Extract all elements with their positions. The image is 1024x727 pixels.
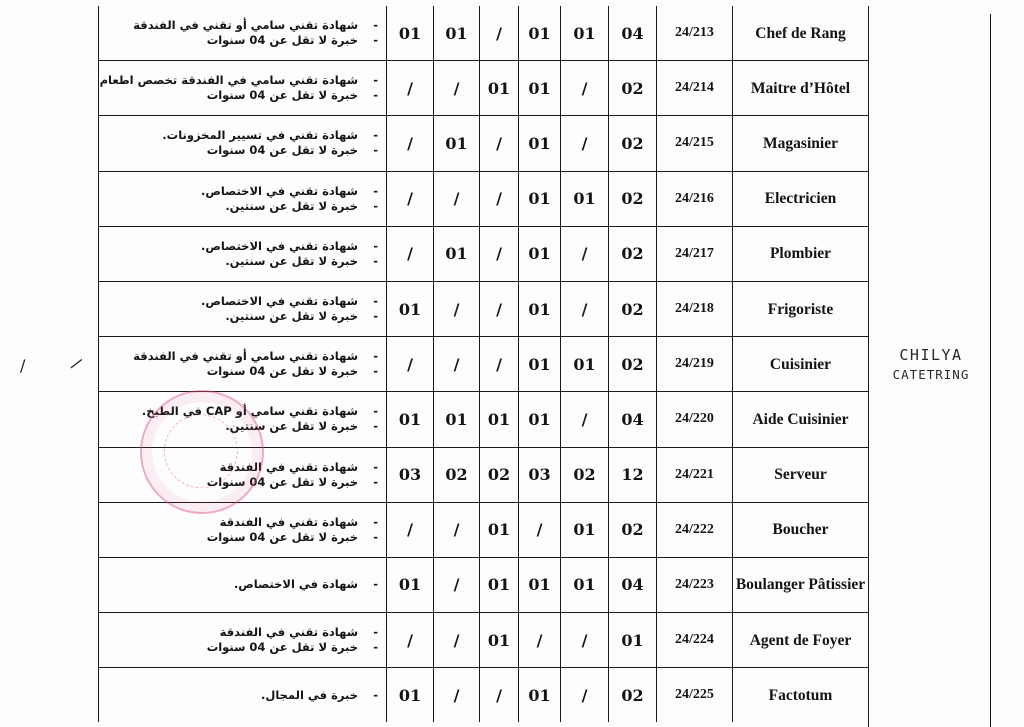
requirement-item: - خبرة لا تقل عن سنتين. bbox=[99, 419, 378, 434]
requirements-cell bbox=[99, 281, 387, 336]
requirements-list bbox=[99, 184, 378, 214]
position-code: 24/222 bbox=[657, 502, 733, 557]
count-cell: / bbox=[561, 613, 609, 668]
count-cell: / bbox=[387, 502, 434, 557]
position-code: 24/220 bbox=[657, 392, 733, 447]
count-cell: 01 bbox=[519, 392, 561, 447]
requirements-list bbox=[99, 688, 378, 703]
count-cell: 02 bbox=[609, 61, 657, 116]
requirements-cell bbox=[99, 6, 387, 61]
requirement-item: - خبرة في المجال. bbox=[99, 688, 378, 703]
count-cell: / bbox=[434, 61, 480, 116]
requirements-list bbox=[99, 515, 378, 545]
count-cell: / bbox=[480, 337, 519, 392]
count-cell: 01 bbox=[387, 668, 434, 723]
count-cell: 01 bbox=[561, 171, 609, 226]
position-title: Factotum bbox=[733, 668, 869, 723]
count-cell: 01 bbox=[561, 557, 609, 612]
count-cell: / bbox=[480, 6, 519, 61]
count-cell: 02 bbox=[609, 337, 657, 392]
count-cell: 01 bbox=[480, 502, 519, 557]
margin-mark-backslash: \ bbox=[66, 357, 87, 370]
requirement-item: - شهادة تقني في الفندقة bbox=[99, 625, 378, 640]
company-subtitle: CATETRING bbox=[892, 367, 970, 382]
requirement-item: - خبرة لا تقل عن 04 سنوات bbox=[99, 33, 378, 48]
count-cell: 02 bbox=[609, 502, 657, 557]
requirements-cell bbox=[99, 557, 387, 612]
count-cell: 01 bbox=[561, 502, 609, 557]
requirements-list bbox=[99, 239, 378, 269]
requirements-list bbox=[99, 73, 378, 103]
count-cell: / bbox=[519, 502, 561, 557]
count-cell: 01 bbox=[387, 392, 434, 447]
count-cell: 01 bbox=[480, 557, 519, 612]
position-code: 24/214 bbox=[657, 61, 733, 116]
count-cell: 02 bbox=[609, 281, 657, 336]
count-cell: 01 bbox=[387, 6, 434, 61]
requirement-item: - شهادة تقني في تسيير المخزونات. bbox=[99, 128, 378, 143]
count-cell: / bbox=[387, 61, 434, 116]
count-cell: 04 bbox=[609, 557, 657, 612]
requirement-item: - شهادة تقني سامي أو CAP في الطبخ. bbox=[99, 404, 378, 419]
count-cell: 01 bbox=[519, 226, 561, 281]
position-code: 24/216 bbox=[657, 171, 733, 226]
count-cell: 01 bbox=[519, 171, 561, 226]
positions-body bbox=[99, 6, 869, 722]
count-cell: 02 bbox=[609, 668, 657, 723]
requirements-cell bbox=[99, 116, 387, 171]
position-code: 24/225 bbox=[657, 668, 733, 723]
requirement-item: - شهادة تقني سامي أو تقني في الفندقة bbox=[99, 18, 378, 33]
position-title: Electricien bbox=[733, 171, 869, 226]
position-title: Cuisinier bbox=[733, 337, 869, 392]
count-cell: 02 bbox=[609, 171, 657, 226]
company-cell bbox=[872, 346, 990, 382]
requirements-cell bbox=[99, 337, 387, 392]
count-cell: 02 bbox=[434, 447, 480, 502]
requirement-item: - خبرة لا تقل عن 04 سنوات bbox=[99, 143, 378, 158]
count-cell: 04 bbox=[609, 392, 657, 447]
count-cell: / bbox=[434, 171, 480, 226]
table-row bbox=[99, 668, 869, 723]
requirement-item: - شهادة تقني سامي في الفندقة تخصص اطعام bbox=[99, 73, 378, 88]
count-cell: 01 bbox=[519, 668, 561, 723]
count-cell: 02 bbox=[609, 226, 657, 281]
requirements-list bbox=[99, 349, 378, 379]
table-row bbox=[99, 61, 869, 116]
requirements-list bbox=[99, 577, 378, 592]
table-row bbox=[99, 6, 869, 61]
company-name: CHILYA bbox=[899, 346, 963, 364]
requirement-item: - خبرة لا تقل عن 04 سنوات bbox=[99, 640, 378, 655]
count-cell: / bbox=[387, 116, 434, 171]
table-row bbox=[99, 613, 869, 668]
count-cell: / bbox=[387, 613, 434, 668]
position-code: 24/213 bbox=[657, 6, 733, 61]
count-cell: / bbox=[434, 668, 480, 723]
requirement-item: - شهادة في الاختصاص. bbox=[99, 577, 378, 592]
position-title: Frigoriste bbox=[733, 281, 869, 336]
count-cell: / bbox=[561, 281, 609, 336]
count-cell: 01 bbox=[519, 557, 561, 612]
count-cell: 12 bbox=[609, 447, 657, 502]
count-cell: / bbox=[387, 226, 434, 281]
position-title: Magasinier bbox=[733, 116, 869, 171]
table-right-border bbox=[868, 12, 869, 727]
position-title: Aide Cuisinier bbox=[733, 392, 869, 447]
count-cell: / bbox=[434, 613, 480, 668]
count-cell: / bbox=[387, 337, 434, 392]
table-row bbox=[99, 557, 869, 612]
count-cell: / bbox=[480, 668, 519, 723]
position-title: Agent de Foyer bbox=[733, 613, 869, 668]
count-cell: / bbox=[561, 61, 609, 116]
count-cell: 01 bbox=[480, 61, 519, 116]
count-cell: 01 bbox=[519, 116, 561, 171]
requirement-item: - شهادة تقني في الاختصاص. bbox=[99, 184, 378, 199]
count-cell: 01 bbox=[434, 226, 480, 281]
requirements-list bbox=[99, 18, 378, 48]
count-cell: 02 bbox=[561, 447, 609, 502]
position-title: Chef de Rang bbox=[733, 6, 869, 61]
requirements-cell bbox=[99, 668, 387, 723]
table-row bbox=[99, 226, 869, 281]
count-cell: 03 bbox=[519, 447, 561, 502]
table-row bbox=[99, 281, 869, 336]
positions-table bbox=[98, 6, 869, 722]
requirement-item: - شهادة تقني في الاختصاص. bbox=[99, 239, 378, 254]
count-cell: / bbox=[561, 392, 609, 447]
position-title: Serveur bbox=[733, 447, 869, 502]
position-code: 24/223 bbox=[657, 557, 733, 612]
margin-mark-slash: / bbox=[20, 356, 26, 375]
requirements-cell bbox=[99, 502, 387, 557]
requirement-item: - خبرة لا تقل عن 04 سنوات bbox=[99, 88, 378, 103]
requirement-item: - شهادة تقني في الاختصاص. bbox=[99, 294, 378, 309]
count-cell: / bbox=[480, 281, 519, 336]
requirements-cell bbox=[99, 613, 387, 668]
count-cell: 03 bbox=[387, 447, 434, 502]
count-cell: 02 bbox=[609, 116, 657, 171]
requirements-cell bbox=[99, 226, 387, 281]
count-cell: 01 bbox=[434, 6, 480, 61]
requirements-list bbox=[99, 625, 378, 655]
count-cell: 01 bbox=[434, 392, 480, 447]
table-row bbox=[99, 171, 869, 226]
position-code: 24/219 bbox=[657, 337, 733, 392]
count-cell: / bbox=[561, 668, 609, 723]
requirement-item: - خبرة لا تقل عن سنتين. bbox=[99, 254, 378, 269]
table-row bbox=[99, 337, 869, 392]
count-cell: 01 bbox=[434, 116, 480, 171]
count-cell: 01 bbox=[519, 61, 561, 116]
count-cell: / bbox=[387, 171, 434, 226]
requirement-item: - شهادة تقني في الفندقة bbox=[99, 460, 378, 475]
table-row bbox=[99, 116, 869, 171]
count-cell: 01 bbox=[387, 281, 434, 336]
position-code: 24/215 bbox=[657, 116, 733, 171]
count-cell: 02 bbox=[480, 447, 519, 502]
count-cell: / bbox=[480, 171, 519, 226]
requirement-item: - خبرة لا تقل عن 04 سنوات bbox=[99, 475, 378, 490]
count-cell: / bbox=[434, 502, 480, 557]
count-cell: / bbox=[561, 116, 609, 171]
count-cell: 01 bbox=[480, 613, 519, 668]
count-cell: 01 bbox=[480, 392, 519, 447]
requirements-cell bbox=[99, 171, 387, 226]
outer-right-border bbox=[990, 14, 991, 727]
count-cell: / bbox=[434, 281, 480, 336]
requirement-item: - خبرة لا تقل عن 04 سنوات bbox=[99, 364, 378, 379]
count-cell: 01 bbox=[519, 6, 561, 61]
count-cell: / bbox=[519, 613, 561, 668]
count-cell: / bbox=[480, 226, 519, 281]
position-code: 24/224 bbox=[657, 613, 733, 668]
count-cell: 01 bbox=[561, 6, 609, 61]
position-code: 24/218 bbox=[657, 281, 733, 336]
count-cell: / bbox=[480, 116, 519, 171]
count-cell: 01 bbox=[561, 337, 609, 392]
count-cell: 01 bbox=[387, 557, 434, 612]
requirement-item: - شهادة تقني سامي أو تقني في الفندقة bbox=[99, 349, 378, 364]
position-title: Boucher bbox=[733, 502, 869, 557]
requirement-item: - شهادة تقني في الفندقة bbox=[99, 515, 378, 530]
requirement-item: - خبرة لا تقل عن سنتين. bbox=[99, 199, 378, 214]
position-code: 24/221 bbox=[657, 447, 733, 502]
count-cell: / bbox=[434, 337, 480, 392]
requirement-item: - خبرة لا تقل عن سنتين. bbox=[99, 309, 378, 324]
count-cell: / bbox=[561, 226, 609, 281]
requirements-list bbox=[99, 128, 378, 158]
position-title: Boulanger Pâtissier bbox=[733, 557, 869, 612]
requirements-cell bbox=[99, 61, 387, 116]
count-cell: 01 bbox=[609, 613, 657, 668]
count-cell: 04 bbox=[609, 6, 657, 61]
position-title: Plombier bbox=[733, 226, 869, 281]
count-cell: 01 bbox=[519, 337, 561, 392]
requirements-list bbox=[99, 294, 378, 324]
requirement-item: - خبرة لا تقل عن 04 سنوات bbox=[99, 530, 378, 545]
count-cell: 01 bbox=[519, 281, 561, 336]
position-title: Maitre d’Hôtel bbox=[733, 61, 869, 116]
count-cell: / bbox=[434, 557, 480, 612]
position-code: 24/217 bbox=[657, 226, 733, 281]
